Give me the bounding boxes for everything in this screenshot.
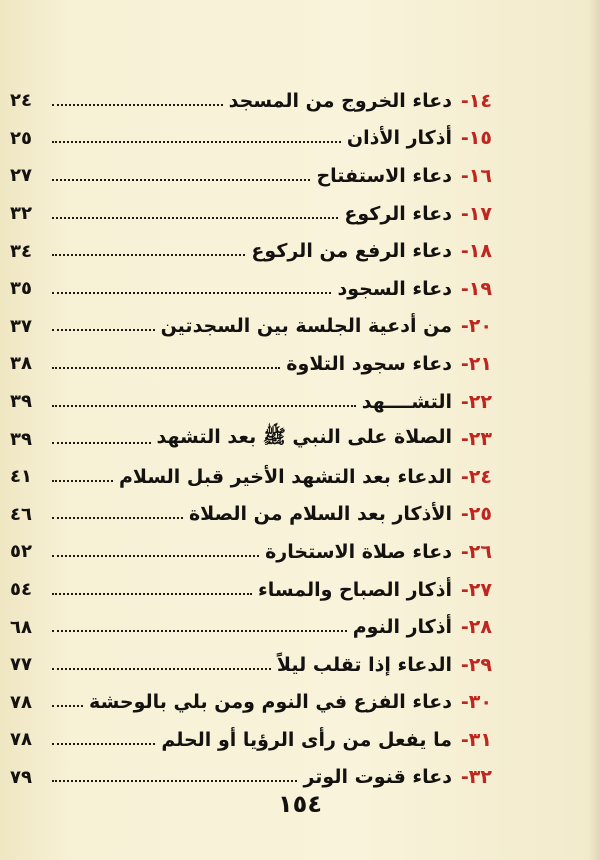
toc-entry <box>10 533 492 571</box>
toc-entry-page: ٢٧ <box>10 165 32 187</box>
toc-entry-page: ٥٢ <box>10 541 32 563</box>
toc-entry-title: دعاء الركوع <box>344 202 452 225</box>
toc-entry-title: الأذكار بعد السلام من الصلاة <box>188 503 452 526</box>
toc-entry-title: من أدعية الجلسة بين السجدتين <box>160 315 452 338</box>
toc-entry <box>10 496 492 534</box>
toc-entry-title: دعاء الفزع في النوم ومن بلي بالوحشة <box>89 691 452 714</box>
toc-entry-title: الصلاة على النبي ﷺ بعد التشهد <box>156 426 452 449</box>
toc-entry-number: ١٨- <box>460 240 492 263</box>
toc-entry <box>10 308 492 346</box>
dot-leader <box>52 660 271 670</box>
dot-leader <box>52 321 155 331</box>
dot-leader <box>52 359 280 369</box>
toc-entry <box>10 195 492 233</box>
dot-leader <box>52 697 83 707</box>
dot-leader <box>52 735 155 745</box>
toc-entry-number: ٣٠- <box>460 691 492 714</box>
toc-entry-title: أذكار الأذان <box>346 127 452 150</box>
dot-leader <box>52 547 259 557</box>
toc-entry-title: الدعاء بعد التشهد الأخير قبل السلام <box>118 465 452 488</box>
dot-leader <box>52 772 297 782</box>
toc-entry-number: ١٤- <box>460 89 492 112</box>
toc-entry <box>10 420 492 458</box>
toc-entry-number: ٢٩- <box>460 653 492 676</box>
toc-entry <box>10 120 492 158</box>
table-of-contents <box>10 82 492 796</box>
toc-entry-title: دعاء قنوت الوتر <box>303 766 452 789</box>
toc-entry-page: ٣٥ <box>10 278 32 300</box>
toc-entry-page: ٧٧ <box>10 654 32 676</box>
toc-entry <box>10 721 492 759</box>
dot-leader <box>52 171 310 181</box>
dot-leader <box>52 133 341 143</box>
toc-entry <box>10 232 492 270</box>
toc-entry-number: ٣٢- <box>460 766 492 789</box>
toc-entry-number: ١٥- <box>460 127 492 150</box>
dot-leader <box>52 472 113 482</box>
toc-entry-number: ٢٨- <box>460 616 492 639</box>
toc-entry-page: ٤٦ <box>10 503 32 525</box>
dot-leader <box>52 209 338 219</box>
toc-entry-title: أذكار النوم <box>352 616 452 639</box>
toc-entry-page: ٢٤ <box>10 90 32 112</box>
toc-entry <box>10 646 492 684</box>
dot-leader <box>52 246 245 256</box>
toc-entry-page: ٢٥ <box>10 127 32 149</box>
toc-entry-number: ٢٤- <box>460 465 492 488</box>
toc-entry <box>10 608 492 646</box>
toc-entry-number: ٢٠- <box>460 315 492 338</box>
toc-entry-title: دعاء الخروج من المسجد <box>228 89 452 112</box>
toc-entry-title: دعاء سجود التلاوة <box>286 352 452 375</box>
toc-entry-number: ١٦- <box>460 164 492 187</box>
toc-entry <box>10 157 492 195</box>
toc-entry-number: ٢٣- <box>460 428 492 451</box>
dot-leader <box>52 622 347 632</box>
toc-entry <box>10 383 492 421</box>
toc-entry-page: ٣٤ <box>10 240 32 262</box>
toc-entry-title: دعاء الاستفتاح <box>316 164 452 187</box>
toc-entry-page: ٣٧ <box>10 315 32 337</box>
dot-leader <box>52 585 252 595</box>
toc-entry-page: ٧٨ <box>10 691 32 713</box>
dot-leader <box>52 96 223 106</box>
toc-entry-number: ٣١- <box>460 728 492 751</box>
page-number: ١٥٤ <box>278 790 322 818</box>
toc-entry-title: دعاء السجود <box>337 277 452 300</box>
toc-entry-page: ٣٩ <box>10 428 32 450</box>
toc-entry-page: ٣٩ <box>10 391 32 413</box>
dot-leader <box>52 397 356 407</box>
toc-entry <box>10 684 492 722</box>
toc-entry-number: ٢١- <box>460 352 492 375</box>
toc-entry-title: الدعاء إذا تقلب ليلاً <box>276 653 452 676</box>
toc-entry-number: ٢٢- <box>460 390 492 413</box>
toc-entry <box>10 458 492 496</box>
toc-entry-title: ما يفعل من رأى الرؤيا أو الحلم <box>161 728 452 751</box>
toc-entry-number: ٢٧- <box>460 578 492 601</box>
dot-leader <box>52 284 331 294</box>
toc-entry-page: ٥٤ <box>10 579 32 601</box>
dot-leader <box>52 509 183 519</box>
dot-leader <box>52 434 151 444</box>
toc-entry-page: ٧٨ <box>10 729 32 751</box>
toc-entry-title: دعاء صلاة الاستخارة <box>265 540 452 563</box>
toc-entry-page: ٤١ <box>10 466 32 488</box>
toc-entry <box>10 270 492 308</box>
toc-entry-page: ٧٩ <box>10 766 32 788</box>
toc-entry-number: ١٧- <box>460 202 492 225</box>
toc-entry <box>10 82 492 120</box>
toc-entry-title: التشــــهد <box>361 390 452 413</box>
toc-entry-number: ٢٥- <box>460 503 492 526</box>
toc-entry-page: ٦٨ <box>10 616 32 638</box>
toc-entry-page: ٣٨ <box>10 353 32 375</box>
toc-entry-number: ٢٦- <box>460 540 492 563</box>
toc-entry-title: دعاء الرفع من الركوع <box>251 240 452 263</box>
toc-entry-number: ١٩- <box>460 277 492 300</box>
page-edge-shadow <box>588 0 600 860</box>
toc-entry <box>10 571 492 609</box>
toc-entry <box>10 345 492 383</box>
toc-entry-title: أذكار الصباح والمساء <box>258 578 452 601</box>
toc-entry-page: ٣٢ <box>10 203 32 225</box>
